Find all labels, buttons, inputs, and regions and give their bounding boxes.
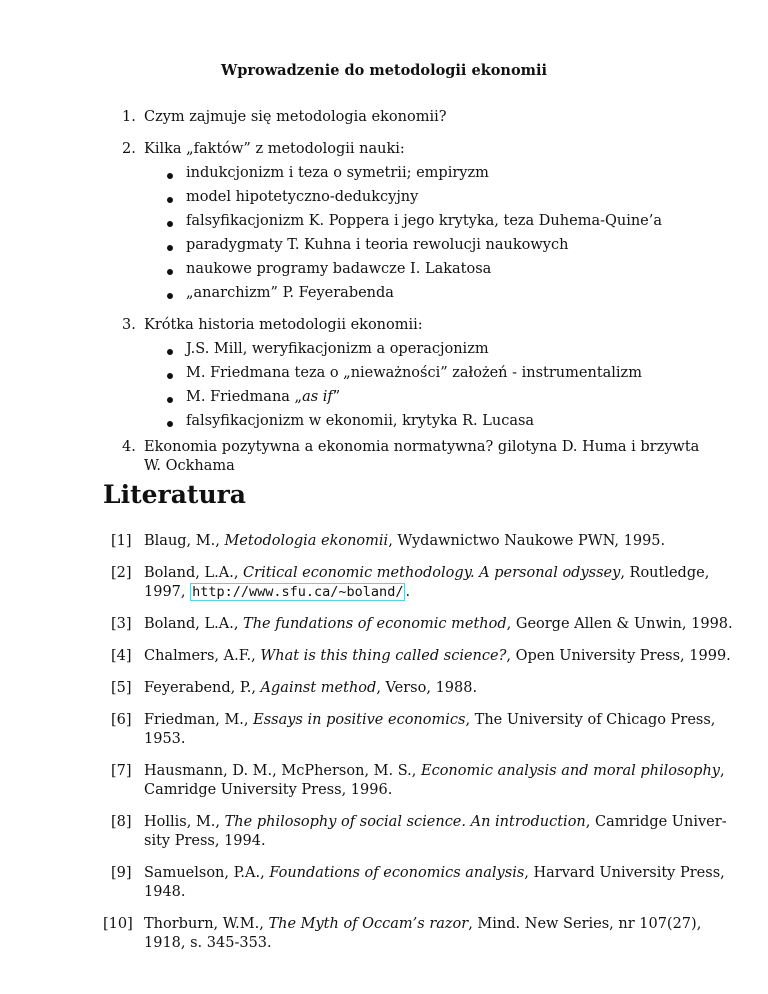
list-number: 3.: [122, 317, 136, 333]
list-item-text: Krótka historia metodologii ekonomii:: [144, 317, 423, 333]
list-item-text: W. Ockhama: [144, 458, 235, 474]
reference-text: Feyerabend, P., Against method, Verso, 1988.: [144, 680, 478, 696]
reference-text: Boland, L.A., Critical economic methodology. A personal odyssey, Routledge,: [144, 565, 710, 581]
reference-text: sity Press, 1994.: [144, 833, 266, 849]
reference-text: Boland, L.A., The fundations of economic method, George Allen & Unwin, 1998.: [144, 616, 733, 632]
bullet-icon: [167, 373, 173, 379]
reference-text: Chalmers, A.F., What is this thing called science?, Open University Press, 1999.: [144, 648, 731, 664]
reference-text: Hollis, M., The philosophy of social science. An introduction, Camridge Univer-: [144, 814, 727, 830]
list-number: 4.: [122, 439, 136, 455]
bullet-icon: [167, 421, 173, 427]
list-item-text: Kilka „faktów” z metodologii nauki:: [144, 141, 405, 157]
reference-text: Hausmann, D. M., McPherson, M. S., Economic analysis and moral philosophy,: [144, 763, 725, 779]
bullet-item: indukcjonizm i teza o symetrii; empiryzm: [186, 165, 489, 181]
reference-text: 1948.: [144, 884, 186, 900]
reference-text: 1918, s. 345-353.: [144, 935, 272, 951]
list-item-text: Ekonomia pozytywna a ekonomia normatywna? gilotyna D. Huma i brzywta: [144, 439, 700, 455]
list-item-text: Czym zajmuje się metodologia ekonomii?: [144, 109, 447, 125]
reference-label: [1]: [111, 533, 132, 549]
reference-label: [3]: [111, 616, 132, 632]
bullet-item: M. Friedmana teza o „nieważności” założeń - instrumentalizm: [186, 365, 642, 381]
bullet-icon: [167, 221, 173, 227]
reference-label: [8]: [111, 814, 132, 830]
bullet-icon: [167, 245, 173, 251]
reference-label: [4]: [111, 648, 132, 664]
bullet-item: falsyfikacjonizm K. Poppera i jego krytyka, teza Duhema-Quine’a: [186, 213, 663, 229]
bullet-item: M. Friedmana „as if”: [186, 389, 341, 405]
reference-text: 1997, http://www.sfu.ca/~boland/ .: [144, 584, 411, 600]
reference-text: Friedman, M., Essays in positive economics, The University of Chicago Press,: [144, 712, 716, 728]
reference-label: [10]: [103, 916, 133, 932]
bullet-icon: [167, 197, 173, 203]
bullet-item: model hipotetyczno-dedukcyjny: [186, 189, 419, 205]
literature-heading: Literatura: [103, 480, 246, 509]
bullet-icon: [167, 397, 173, 403]
bullet-item: naukowe programy badawcze I. Lakatosa: [186, 261, 492, 277]
reference-text: 1953.: [144, 731, 186, 747]
reference-label: [6]: [111, 712, 132, 728]
bullet-icon: [167, 173, 173, 179]
reference-text: Thorburn, W.M., The Myth of Occam’s razor, Mind. New Series, nr 107(27),: [144, 916, 702, 932]
reference-text: Blaug, M., Metodologia ekonomii, Wydawnictwo Naukowe PWN, 1995.: [144, 533, 666, 549]
bullet-icon: [167, 269, 173, 275]
reference-label: [7]: [111, 763, 132, 779]
bullet-item: paradygmaty T. Kuhna i teoria rewolucji naukowych: [186, 237, 569, 253]
reference-text: Samuelson, P.A., Foundations of economics analysis, Harvard University Press,: [144, 865, 725, 881]
bullet-item: „anarchizm” P. Feyerabenda: [186, 285, 394, 301]
reference-text: Camridge University Press, 1996.: [144, 782, 393, 798]
bullet-item: falsyfikacjonizm w ekonomii, krytyka R. Lucasa: [186, 413, 535, 429]
reference-label: [5]: [111, 680, 132, 696]
bullet-icon: [167, 349, 173, 355]
page-title: Wprowadzenie do metodologii ekonomii: [220, 62, 548, 79]
reference-label: [9]: [111, 865, 132, 881]
bullet-icon: [167, 293, 173, 299]
reference-url-link[interactable]: http://www.sfu.ca/~boland/: [192, 584, 404, 600]
reference-label: [2]: [111, 565, 132, 581]
list-number: 1.: [122, 109, 136, 125]
list-number: 2.: [122, 141, 136, 157]
bullet-item: J.S. Mill, weryfikacjonizm a operacjonizm: [186, 341, 489, 357]
